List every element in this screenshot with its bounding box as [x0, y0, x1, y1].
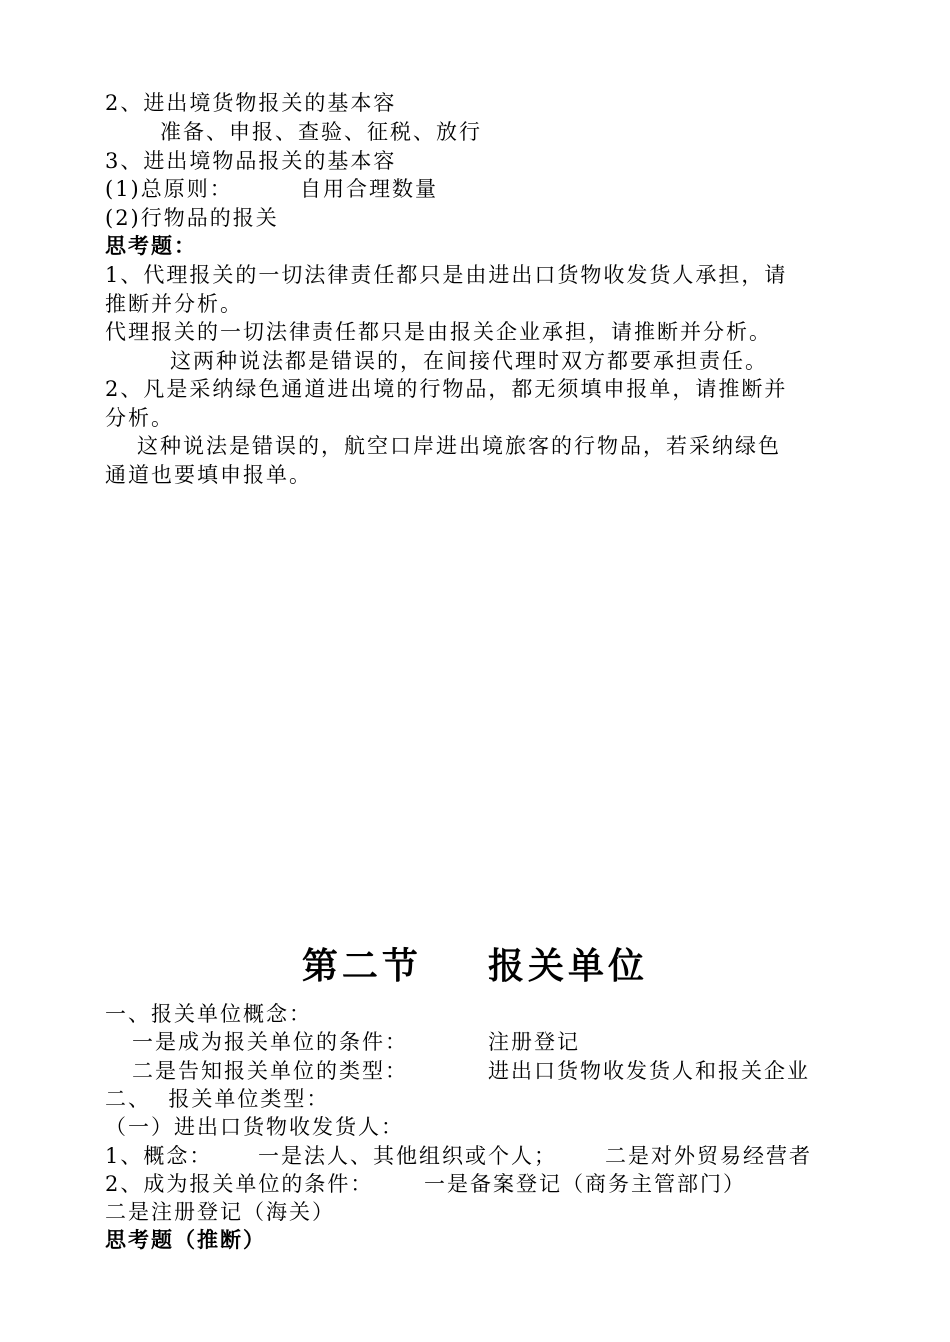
line-articles-declaration: 3、进出境物品报关的基本容 [105, 149, 397, 173]
question-1-line-3: 代理报关的一切法律责任都只是由报关企业承担，请推断并分析。 [105, 320, 772, 344]
consignor-heading: （一）进出口货物收发货人： [105, 1115, 404, 1139]
answer-2-line-1: 这种说法是错误的，航空口岸进出境旅客的行物品，若采纳绿色 [137, 434, 781, 458]
consignor-condition-label: 2、成为报关单位的条件： [105, 1172, 374, 1196]
consignor-concept-label: 1、概念： [105, 1144, 213, 1168]
consignor-condition-second: 二是注册登记（海关） [105, 1200, 335, 1224]
types-heading: 二、 报关单位类型： [105, 1087, 330, 1111]
consignor-concept-first: 一是法人、其他组织或个人； [258, 1144, 557, 1168]
questions-heading: 思考题： [105, 234, 197, 258]
question-1-line-1: 1、代理报关的一切法律责任都只是由进出口货物收发货人承担，请 [105, 263, 788, 287]
line-luggage-declaration: (2)行物品的报关 [105, 206, 279, 230]
concept-type-label: 二是告知报关单位的类型： [132, 1059, 408, 1083]
answer-1: 这两种说法都是错误的，在间接代理时双方都要承担责任。 [170, 349, 768, 373]
question-2-line-1: 2、凡是采纳绿色通道进出境的行物品，都无须填申报单，请推断并 [105, 377, 788, 401]
question-2-line-2: 分析。 [105, 406, 174, 430]
line-general-principle-value: 自用合理数量 [300, 177, 438, 201]
consignor-concept-second: 二是对外贸易经营者 [605, 1144, 812, 1168]
consignor-condition-first: 一是备案登记（商务主管部门） [424, 1172, 746, 1196]
concept-condition-value: 注册登记 [488, 1030, 580, 1054]
line-general-principle: (1)总原则： [105, 177, 233, 201]
answer-2-line-2: 通道也要填申报单。 [105, 463, 312, 487]
concept-heading: 一、报关单位概念： [105, 1002, 312, 1026]
concept-type-value: 进出口货物收发货人和报关企业 [488, 1059, 810, 1083]
section-title: 第二节 报关单位 [301, 946, 649, 987]
line-procedure-steps: 准备、申报、查验、征税、放行 [160, 120, 482, 144]
question-1-line-2: 推断并分析。 [105, 292, 243, 316]
concept-condition-label: 一是成为报关单位的条件： [132, 1030, 408, 1054]
line-goods-declaration: 2、进出境货物报关的基本容 [105, 91, 397, 115]
questions-heading-2: 思考题（推断） [105, 1228, 266, 1252]
